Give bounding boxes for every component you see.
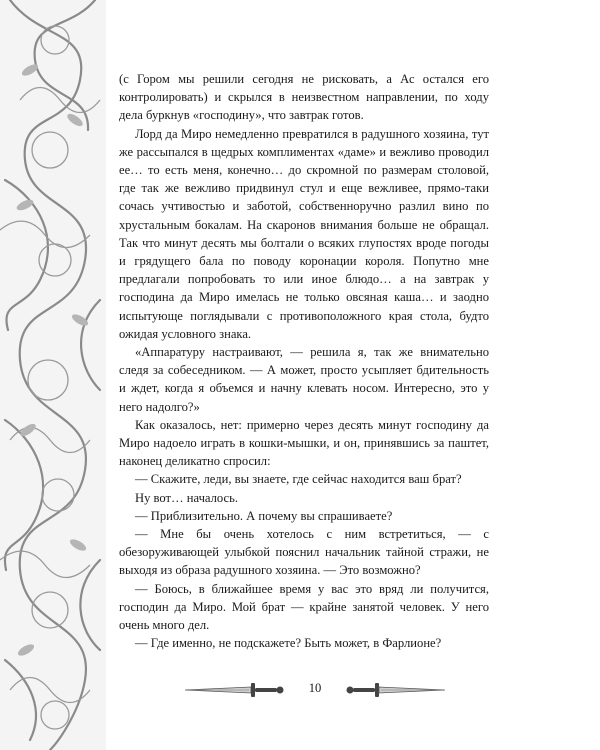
paragraph: (с Гором мы решили сегодня не рисковать, а Ас остался его контролировать) и скрылся в неизвестном направлении, по ходу дела буркнув «господину», что завтрак готов. xyxy=(119,72,489,123)
paragraph: — Скажите, леди, вы знаете, где сейчас находится ваш брат? xyxy=(135,472,462,487)
page-footer xyxy=(183,678,453,702)
paragraph: — Где именно, не подскажете? Быть может, в Фарлионе? xyxy=(135,636,442,651)
paragraph: — Мне бы очень хотелось с ним встретиться, — с обезоруживающей улыбкой пояснил начальник тайной стражи, не выходя из образа радушного хозяина. — Это возможно? xyxy=(119,527,489,578)
paragraph: — Боюсь, в ближайшее время у вас это вряд ли получится, господин да Миро. Мой брат — крайне занятой человек. У него очень много дел. xyxy=(119,581,489,633)
paragraph: Как оказалось, нет: примерно через десять минут господину да Миро надоело играть в кошки-мышки, и он, принявшись за паштет, наконец деликатно спросил: xyxy=(119,417,489,469)
body-text xyxy=(119,70,489,653)
paragraph: Ну вот… началось. xyxy=(135,490,239,505)
decorative-ornament-border xyxy=(0,0,106,750)
dagger-right-icon xyxy=(335,680,447,700)
paragraph: Лорд да Миро немедленно превратился в радушного хозяина, тут же рассыпался в щедрых комплиментах «даме» и вежливо проводил ее… то есть меня, конечно… до скромной по размерам столовой, где так же вежливо придвинул стул и еще вежливее, прямо-таки сочась учтивостью и заботой, собственноручно разлил вино по хрустальным бокалам. На скаронов внимания больше не обращал. Так что минут десять мы болтали о всяких глупостях вроде погоды и грядущего бала по поводу коронации короля. Попутно мне предлагали попробовать то или иное блюдо… а на завтрак у господина да Миро имелась не только овсяная каша… и заодно испытующе поглядывали с противоположного края стола, будто ожидая условного знака. xyxy=(119,126,489,341)
floral-scroll-ornament xyxy=(0,0,106,750)
page-number: 10 xyxy=(308,681,322,695)
paragraph: — Приблизительно. А почему вы спрашиваете? xyxy=(135,508,393,523)
paragraph: «Аппаратуру настраивают, — решила я, так же внимательно следя за собеседником. — А может, просто усыпляет бдительность и ждет, когда я объемся и начну клевать носом. Интересно, это у него надолго?» xyxy=(119,345,489,414)
dagger-left-icon xyxy=(183,680,295,700)
